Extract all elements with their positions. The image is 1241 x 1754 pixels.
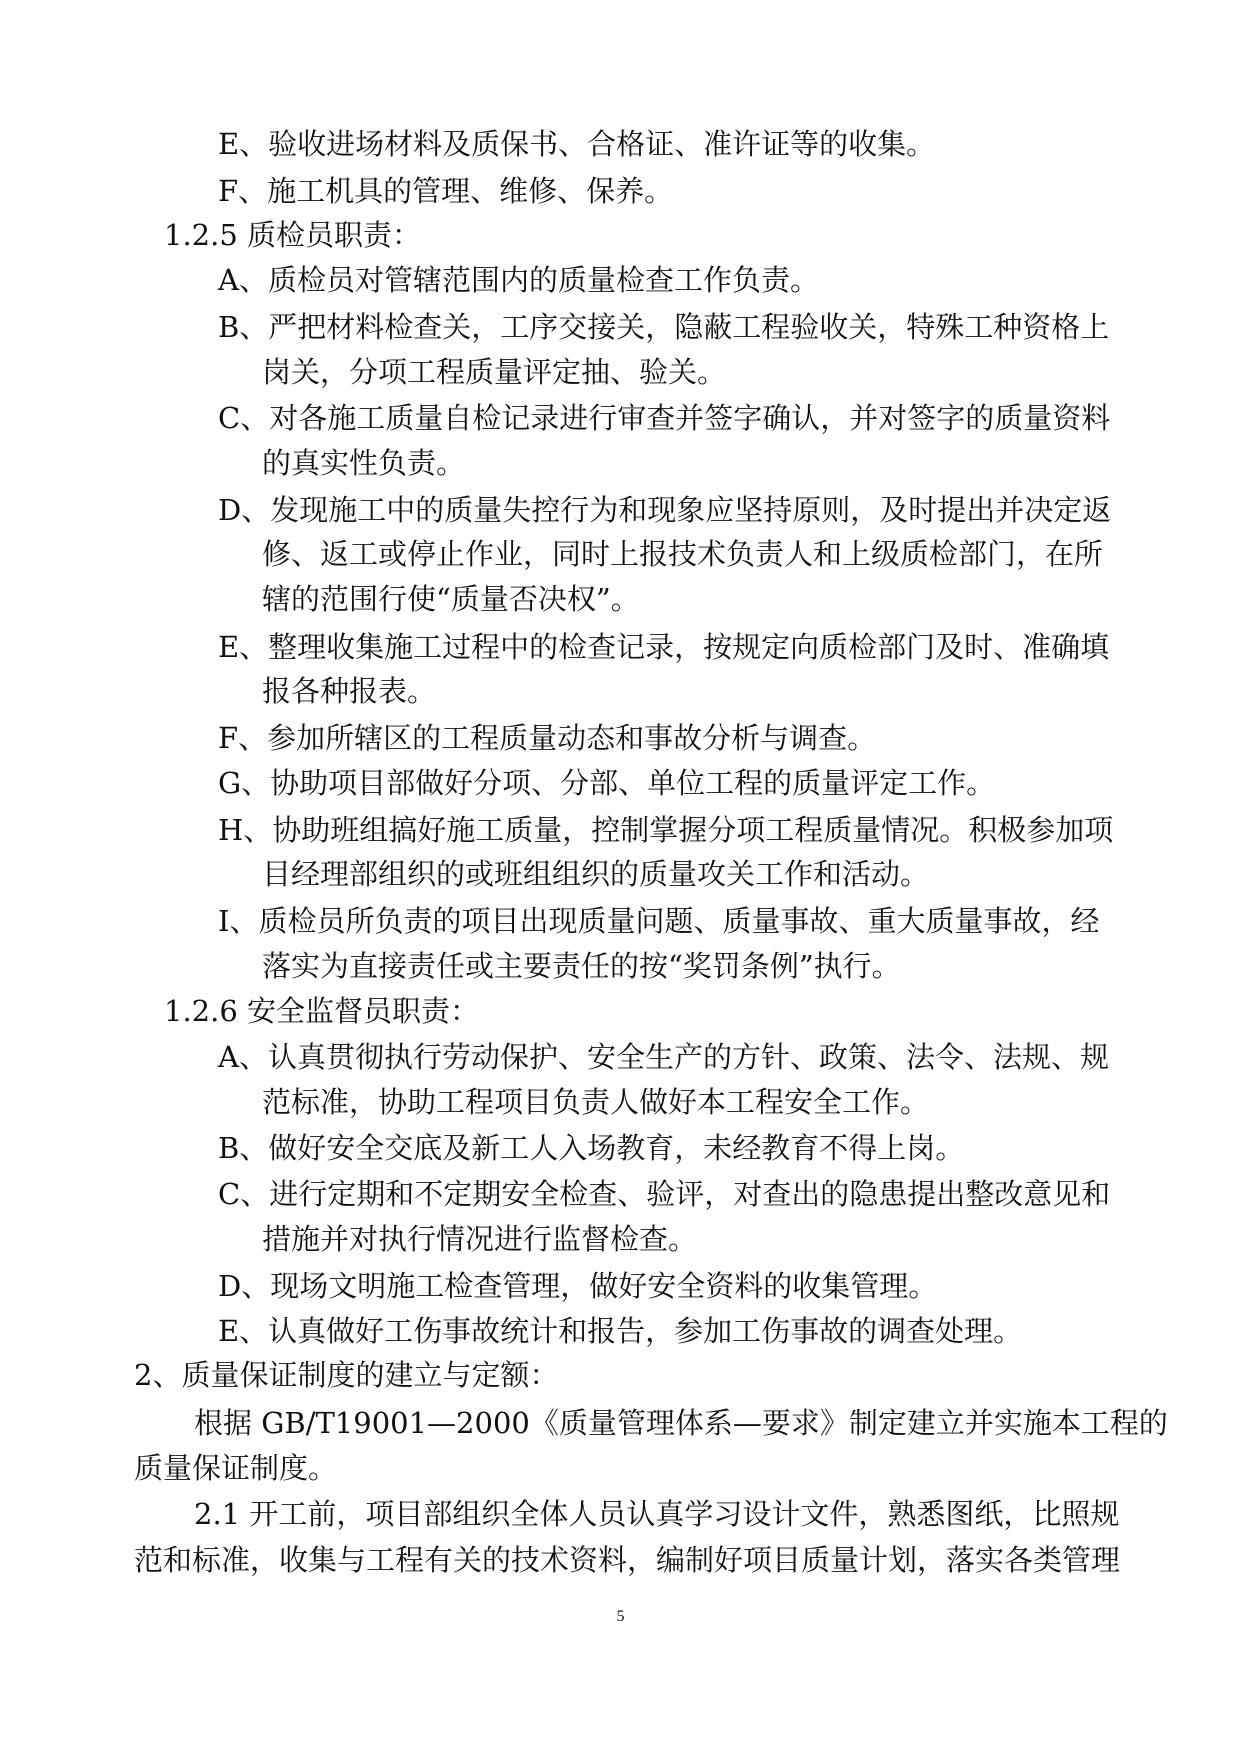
text-line: 报各种报表。 [262,674,437,708]
text-line: 落实为直接责任或主要责任的按“奖罚条例”执行。 [262,949,901,983]
text-line: C、对各施工质量自检记录进行审查并签字确认，并对签字的质量资料 [218,401,1111,435]
text-line: 范标准，协助工程项目负责人做好本工程安全工作。 [262,1085,930,1119]
text-line: A、认真贯彻执行劳动保护、安全生产的方针、政策、法令、法规、规 [218,1040,1109,1074]
text-line: H、协助班组搞好施工质量，控制掌握分项工程质量情况。积极参加项 [218,813,1114,847]
text-line: 岗关，分项工程质量评定抽、验关。 [262,355,727,389]
text-line: B、做好安全交底及新工人入场教育，未经教育不得上岗。 [218,1131,965,1165]
section-heading: 1.2.6 安全监督员职责： [164,994,480,1028]
paragraph-line: 2.1 开工前，项目部组织全体人员认真学习设计文件，熟悉图纸，比照规 [194,1497,1120,1531]
text-line: D、现场文明施工检查管理，做好安全资料的收集管理。 [218,1269,938,1303]
text-line: 辖的范围行使“质量否决权”。 [262,582,640,616]
section-heading: 2、质量保证制度的建立与定额： [134,1358,559,1392]
text-line: A、质检员对管辖范围内的质量检查工作负责。 [218,263,819,297]
text-line: C、进行定期和不定期安全检查、验评，对查出的隐患提出整改意见和 [218,1177,1111,1211]
text-line: F、施工机具的管理、维修、保养。 [218,174,674,208]
text-line: E、认真做好工伤事故统计和报告，参加工伤事故的调查处理。 [218,1314,1023,1348]
paragraph-line: 质量保证制度。 [134,1451,338,1485]
paragraph-line: 范和标准，收集与工程有关的技术资料，编制好项目质量计划，落实各类管理 [134,1543,1121,1577]
text-line: F、参加所辖区的工程质量动态和事故分析与调查。 [218,721,877,755]
text-line: 的真实性负责。 [262,446,466,480]
page-number: 5 [616,1608,625,1625]
text-line: E、验收进场材料及质保书、合格证、准许证等的收集。 [218,127,936,161]
text-line: 修、返工或停止作业，同时上报技术负责人和上级质检部门，在所 [262,537,1104,571]
text-line: 目经理部组织的或班组组织的质量攻关工作和活动。 [262,857,930,891]
text-line: I、质检员所负责的项目出现质量问题、质量事故、重大质量事故，经 [218,904,1100,938]
text-line: G、协助项目部做好分项、分部、单位工程的质量评定工作。 [218,766,996,800]
text-line: D、发现施工中的质量失控行为和现象应坚持原则，及时提出并决定返 [218,493,1112,527]
text-line: E、整理收集施工过程中的检查记录，按规定向质检部门及时、准确填 [218,630,1110,664]
text-line: 措施并对执行情况进行监督检查。 [262,1222,698,1256]
section-heading: 1.2.5 质检员职责： [164,218,422,252]
paragraph-line: 根据 GB/T19001—2000《质量管理体系—要求》制定建立并实施本工程的 [194,1406,1168,1440]
text-line: B、严把材料检查关，工序交接关，隐蔽工程验收关，特殊工种资格上 [218,310,1110,344]
